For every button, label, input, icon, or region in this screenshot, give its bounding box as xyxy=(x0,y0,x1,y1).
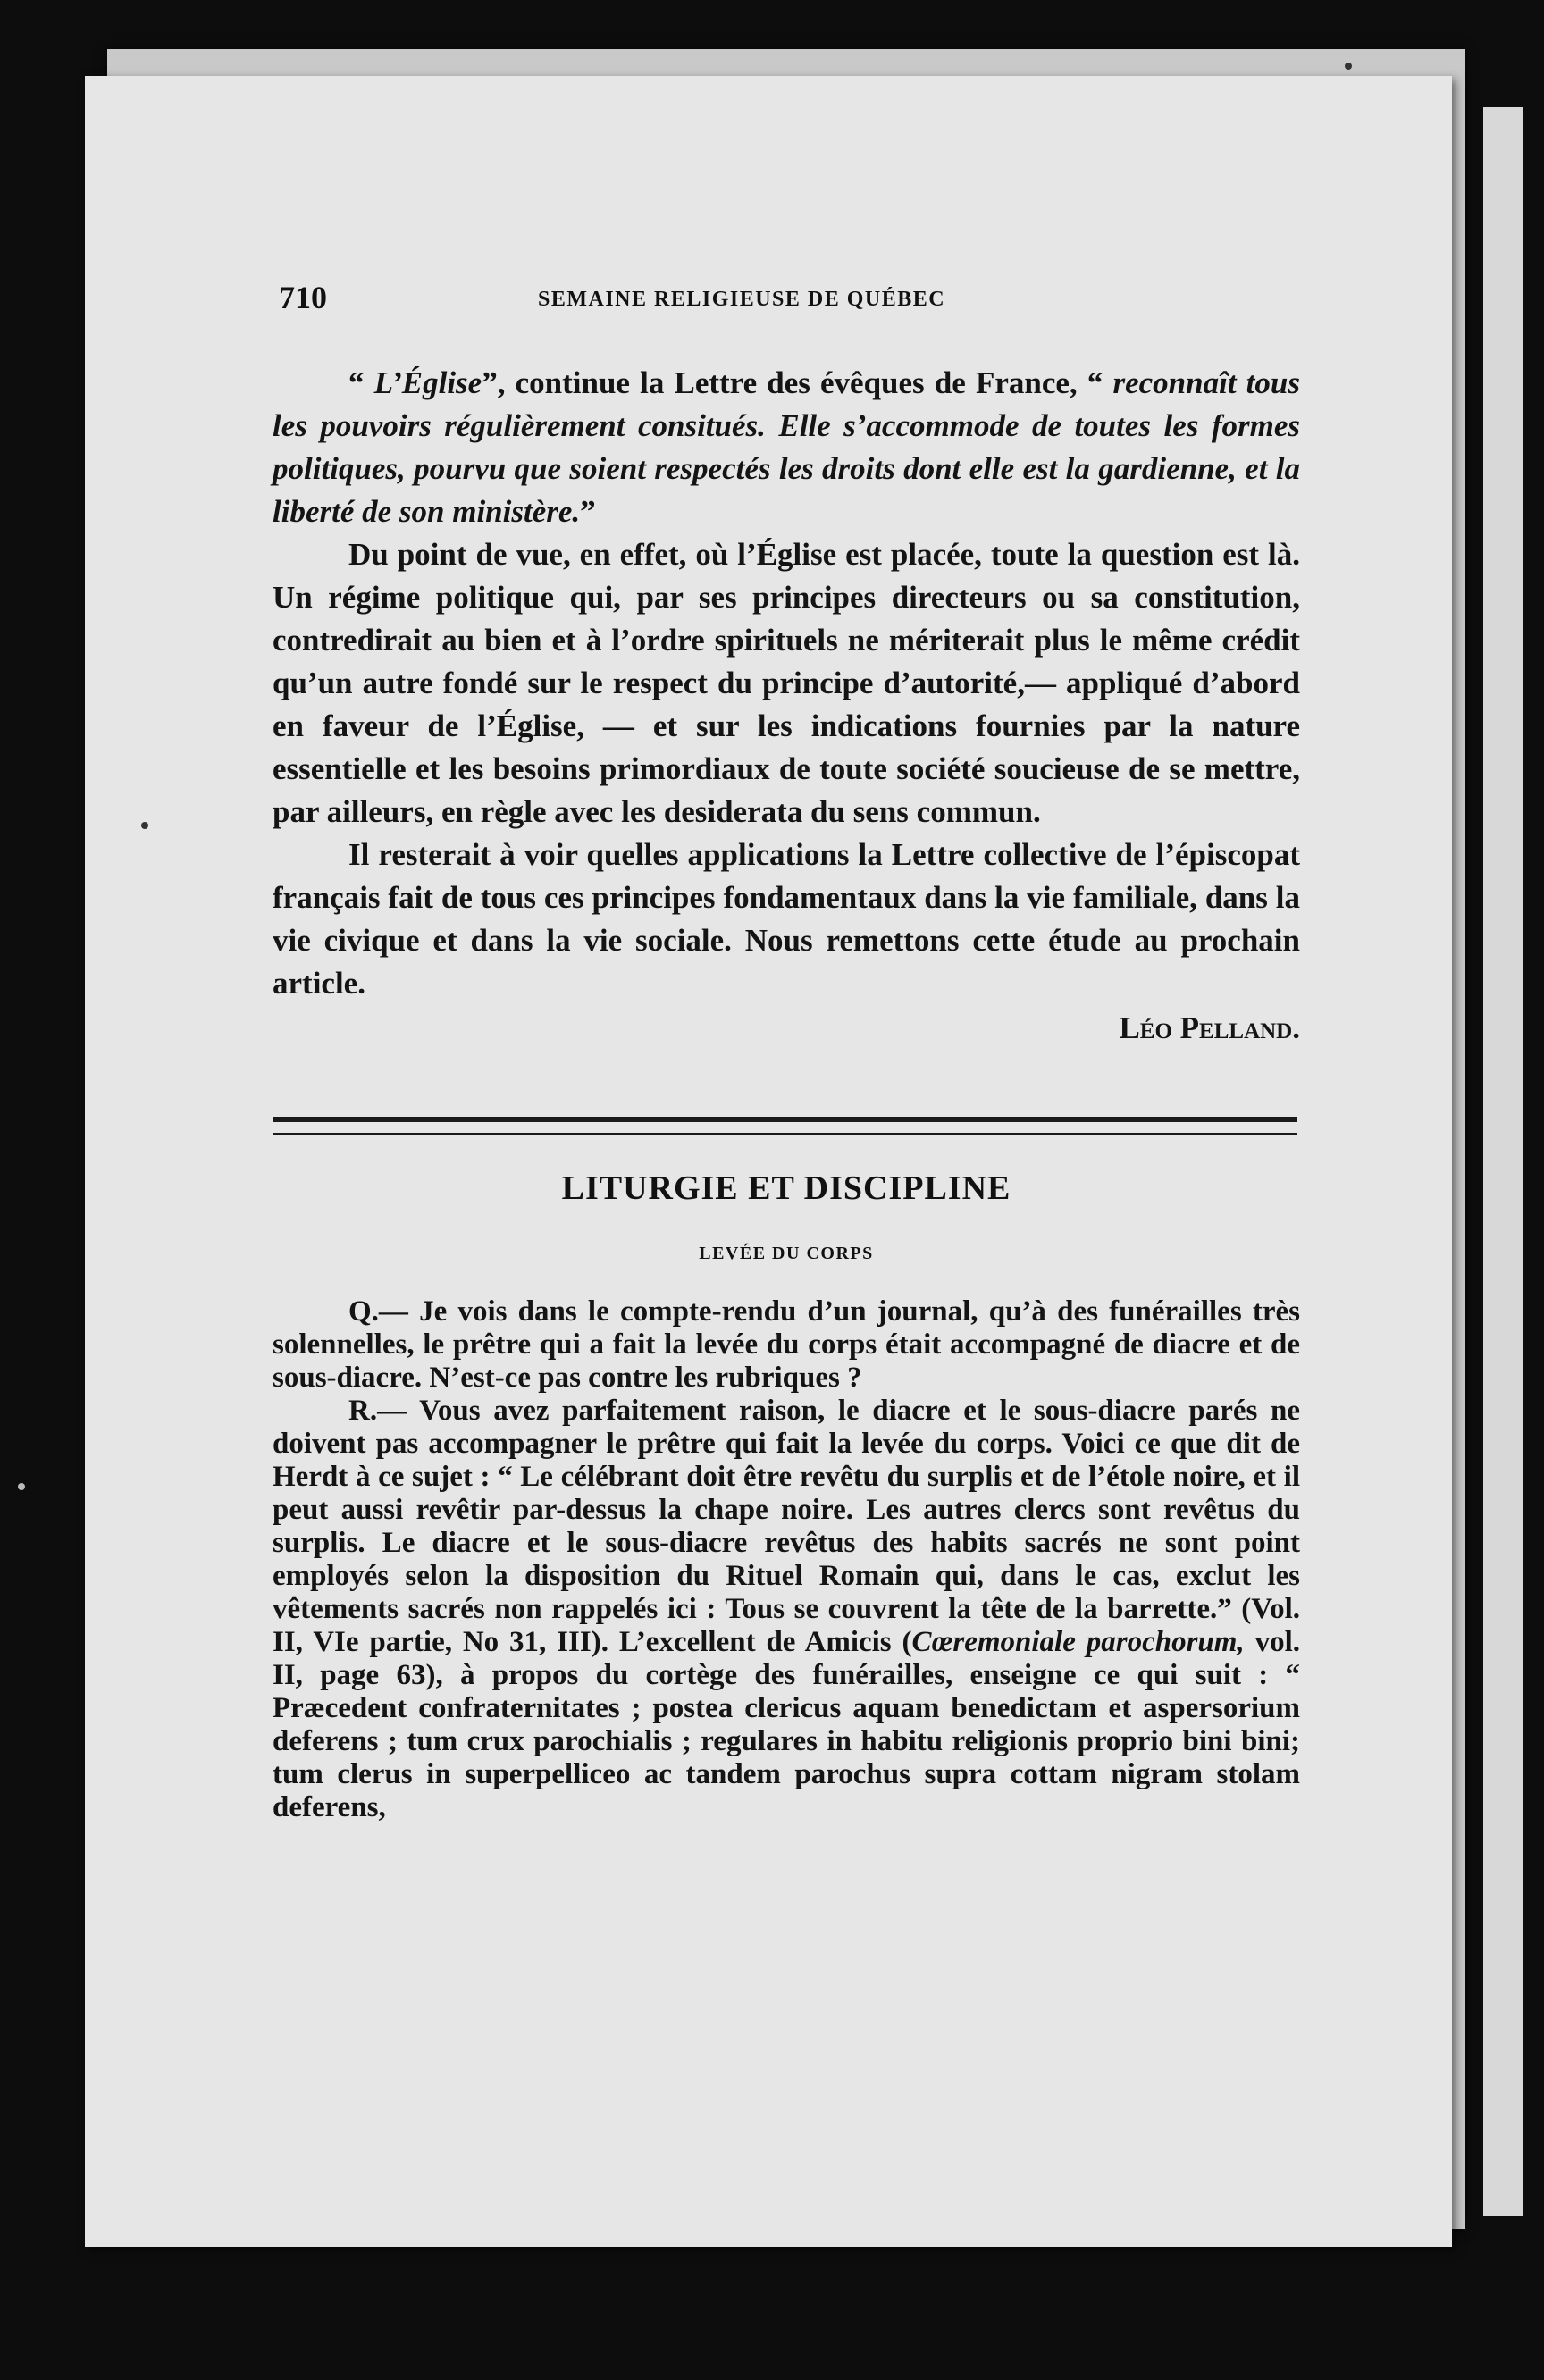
scan-speck xyxy=(141,822,148,829)
answer-text-end: vol. II, page 63), à propos du cortège des funérailles, enseigne ce qui suit : “ Præcedent confraternitates ; postea clericus aquam benedictam et aspersorium deferens ; tum crux parochialis ; regulares in habitu religionis proprio bini bini; tum clerus in superpelliceo ac tandem parochus supra cottam nigram stolam deferens, xyxy=(273,1626,1300,1823)
section-title: LITURGIE ET DISCIPLINE xyxy=(561,1169,1011,1207)
question-answer xyxy=(273,1295,1300,1824)
answer-text-start: R.— Vous avez parfaitement raison, le diacre et le sous-diacre parés ne doivent pas accompagner le prêtre qui fait la levée du corps. Voici ce que dit de Herdt à ce sujet : “ Le célébrant doit être revêtu du surplis et de l’étole noire, et il peut aussi revêtir par-dessus la chape noire. Les autres clercs sont revêtus du surplis. Le diacre et le sous-diacre revêtus des habits sacrés ne sont point employés selon la disposition du Rituel Romain qui, dans le cas, exclut les vêtements sacrés non rappelés ici : Tous se couvrent la tête de la barrette.” (Vol. II, VIe partie, No 31, III). L’excellent de Amicis ( xyxy=(273,1395,1300,1658)
article-continuation xyxy=(273,362,1300,1050)
close-quote-mark: ” xyxy=(580,494,596,529)
running-head xyxy=(279,279,1056,323)
author-signature: Léo Pelland. xyxy=(1119,1010,1300,1045)
paragraph-point-of-view: Du point de vue, en effet, où l’Église est placée, toute la question est là. Un régime politique qui, par ses principes directeurs ou sa constitution, contredirait au bien et à l’ordre spirituels ne mériterait plus le même crédit qu’un autre fondé sur le respect du principe d’autorité,— appliqué d’abord en faveur de l’Église, — et sur les indications fournies par la nature essentielle et les besoins primordiaux de toute société soucieuse de se mettre, par ailleurs, en règle avec les desiderata du sens commun. xyxy=(273,537,1300,829)
scan-speck xyxy=(1345,63,1352,70)
subsection-title: LEVÉE DU CORPS xyxy=(699,1244,874,1263)
answer-paragraph xyxy=(273,1395,1300,1824)
open-quote-mark: “ xyxy=(348,365,374,400)
section-divider xyxy=(273,1117,1297,1135)
quoted-word: L’Église xyxy=(373,365,482,400)
adjacent-page-edge xyxy=(1483,107,1523,2216)
book-title: Cœremoniale parochorum, xyxy=(911,1626,1245,1658)
journal-title: SEMAINE RELIGIEUSE DE QUÉBEC xyxy=(538,288,946,311)
attribution-text: ”, continue la Lettre des évêques de France, “ xyxy=(482,365,1113,400)
question-paragraph: Q.— Je vois dans le compte-rendu d’un journal, qu’à des funérailles très solennelles, le prêtre qui a fait la levée du corps était accompagné de diacre et de sous-diacre. N’est-ce pas contre les rubriques ? xyxy=(273,1295,1300,1394)
paragraph-quote xyxy=(273,362,1300,533)
scan-speck xyxy=(18,1483,25,1490)
quoted-passage: reconnaît tous les pouvoirs régulièrement consitués. Elle s’accommode de toutes les formes politiques, pourvu que soient respectés les droits dont elle est la gardienne, et la liberté de son ministère. xyxy=(273,365,1300,529)
page-number: 710 xyxy=(279,280,327,315)
paragraph-conclusion: Il resterait à voir quelles applications la Lettre collective de l’épiscopat français fait de tous ces principes fondamentaux dans la vie familiale, dans la vie civique et dans la vie sociale. Nous remettons cette étude au prochain article. xyxy=(273,837,1300,1001)
